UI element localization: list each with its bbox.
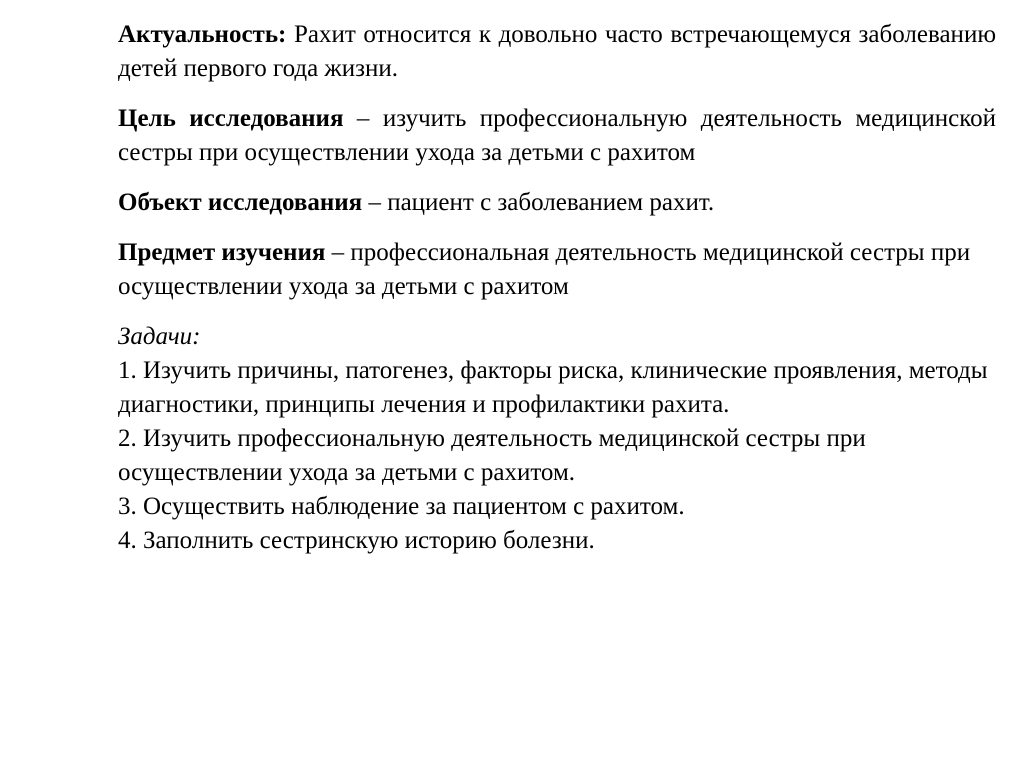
- relevance-text: Рахит относится к довольно часто встречающемуся заболеванию детей первого года жизни.: [118, 21, 996, 82]
- subject-label: Предмет изучения: [118, 239, 326, 266]
- task-item-1: 1. Изучить причины, патогенез, факторы риска, клинические проявления, методы диагностики, принципы лечения и профилактики рахита.: [118, 357, 988, 418]
- relevance-label: Актуальность:: [118, 21, 287, 48]
- task-item-2: 2. Изучить профессиональную деятельность медицинской сестры при осуществлении ухода за детьми с рахитом.: [118, 425, 866, 486]
- goal-paragraph: [118, 102, 996, 170]
- goal-text: – изучить профессиональную деятельность медицинской сестры при осуществлении ухода за детьми с рахитом: [118, 105, 996, 166]
- tasks-heading: Задачи:: [118, 323, 201, 350]
- task-item-3: 3. Осуществить наблюдение за пациентом с рахитом.: [118, 493, 685, 520]
- object-text: – пациент с заболеванием рахит.: [362, 189, 715, 216]
- goal-label: Цель исследования: [118, 105, 344, 132]
- task-item-4: 4. Заполнить сестринскую историю болезни.: [118, 527, 595, 554]
- slide-content: [118, 18, 996, 558]
- object-paragraph: [118, 186, 996, 220]
- relevance-paragraph: [118, 18, 996, 86]
- object-label: Объект исследования: [118, 189, 363, 216]
- subject-text: – профессиональная деятельность медицинской сестры при осуществлении ухода за детьми с рахитом: [118, 239, 971, 300]
- subject-paragraph: [118, 236, 996, 304]
- tasks-block: [118, 320, 996, 558]
